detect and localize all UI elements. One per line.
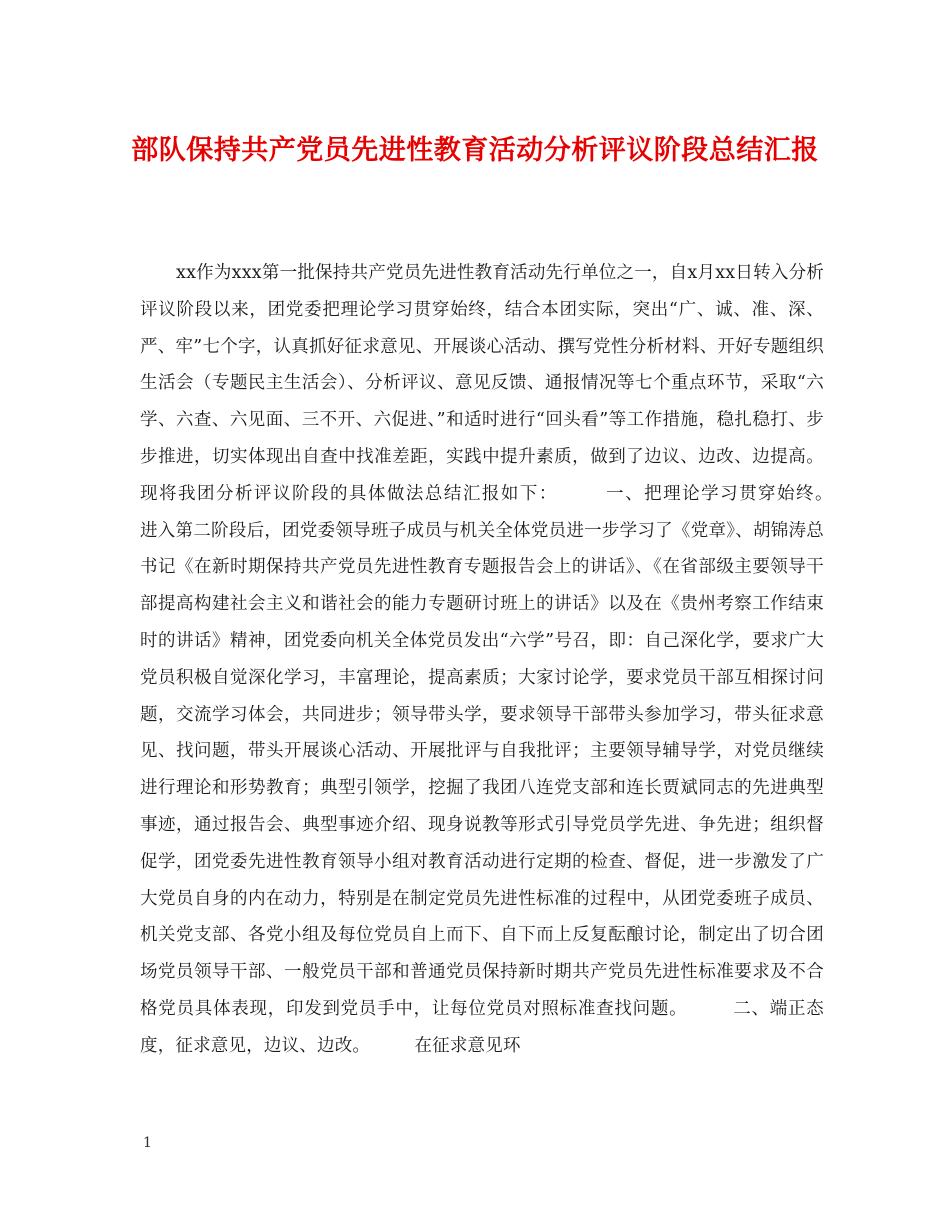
document-body-paragraph: xx作为xxx第一批保持共产党员先进性教育活动先行单位之一，自x月xx日转入分析评议阶段以来，团党委把理论学习贯穿始终，结合本团实际，突出“广、诚、准、深、严、牢”七个字，认真抓好征求意见、开展谈心活动、撰写党性分析材料、开好专题组织生活会（专题民主生活会）、分析评议、意见反馈、通报情况等七个重点环节，采取“六学、六查、六见面、三不开、六促进、”和适时进行“回头看”等工作措施，稳扎稳打、步步推进，切实体现出自查中找准差距，实践中提升素质，做到了边议、边改、边提高。现将我团分析评议阶段的具体做法总结汇报如下： 一、把理论学习贯穿始终。 进入第二阶段后，团党委领导班子成员与机关全体党员进一步学习了《党章》、胡锦涛总书记《在新时期保持共产党员先进性教育专题报告会上的讲话》、《在省部级主要领导干部提高构建社会主义和谐社会的能力专题研讨班上的讲话》以及在《贵州考察工作结束时的讲话》精神，团党委向机关全体党员发出“六学”号召，即：自己深化学，要求广大党员积极自觉深化学习，丰富理论，提高素质；大家讨论学，要求党员干部互相探讨问题，交流学习体会，共同进步；领导带头学，要求领导干部带头参加学习，带头征求意见、找问题，带头开展谈心活动、开展批评与自我批评；主要领导辅导学，对党员继续进行理论和形势教育；典型引领学，挖掘了我团八连党支部和连长贾斌同志的先进典型事迹，通过报告会、典型事迹介绍、现身说教等形式引导党员学先进、争先进；组织督促学，团党委先进性教育领导小组对教育活动进行定期的检查、督促，进一步激发了广大党员自身的内在动力，特别是在制定党员先进性标准的过程中，从团党委班子成员、机关党支部、各党小组及每位党员自上而下、自下而上反复酝酿讨论，制定出了切合团场党员领导干部、一般党员干部和普通党员保持新时期共产党员先进性标准要求及不合格党员具体表现，印发到党员手中，让每位党员对照标准查找问题。 二、端正态度，征求意见，边议、边改。 在征求意见环 [140,263,878,1056]
document-title: 部队保持共产党员先进性教育活动分析评议阶段总结汇报 [131,135,819,166]
page-number: 1 [143,1135,152,1151]
